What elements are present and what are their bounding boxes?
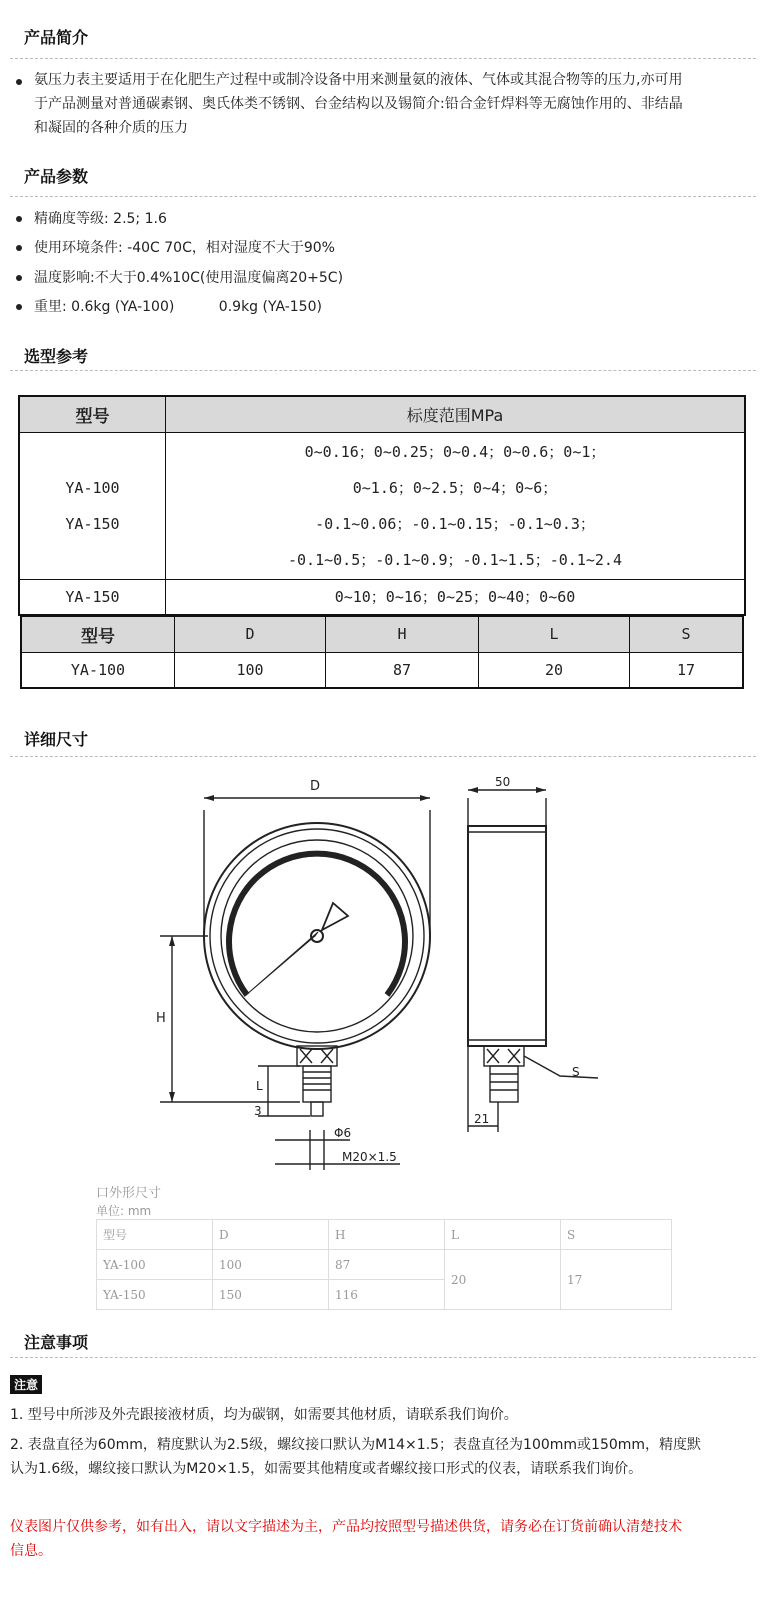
header-range: 标度范围MPa: [166, 396, 746, 432]
range-line: 0~1.6；0~2.5；0~4；0~6；: [352, 478, 558, 497]
bullet: [16, 245, 22, 251]
notes-title: 注意事项: [24, 1333, 89, 1352]
label-thread: M20×1.5: [342, 1150, 397, 1164]
warning-line: 仪表图片仅供参考，如有出入，请以文字描述为主，产品均按照型号描述供货，请务必在订货前确认清楚技术: [10, 1519, 682, 1535]
divider: [10, 58, 756, 59]
header-s: S: [630, 616, 744, 652]
note-1: 1. 型号中所涉及外壳跟接液材质，均为碳钢，如需要其他材质，请联系我们询价。: [10, 1407, 518, 1423]
model-name: YA-150: [65, 514, 120, 533]
dimensions-title: 详细尺寸: [24, 730, 89, 749]
header-h: H: [326, 616, 479, 652]
warning-line: 信息。: [10, 1543, 52, 1559]
note-tag: 注意: [10, 1375, 42, 1394]
cell: 150: [213, 1280, 329, 1310]
range-line: -0.1~0.06；-0.1~0.15；-0.1~0.3；: [315, 514, 595, 533]
intro-line: 和凝固的各种介质的压力: [34, 120, 188, 136]
range-cell: [166, 432, 746, 579]
size-table: [96, 1219, 672, 1310]
cell: 87: [326, 652, 479, 688]
bullet: [16, 216, 22, 222]
model-cell: [19, 432, 166, 579]
header-model: 型号: [97, 1220, 213, 1250]
note-2-cont: 认为1.6级，螺纹接口默认为M20×1.5，如需要其他精度或者螺纹接口形式的仪表，请联系我们询价。: [10, 1461, 643, 1477]
label-21: 21: [474, 1112, 490, 1126]
divider: [10, 756, 756, 757]
divider: [10, 196, 756, 197]
param-temperature: 温度影响:不大于0.4%10C(使用温度偏离20+5C): [34, 270, 344, 286]
cell: 100: [175, 652, 326, 688]
label-h: H: [156, 1011, 166, 1026]
gauge-dimension-drawing: [150, 770, 620, 1180]
intro-line: 于产品测量对普通碳素钢、奥氏体类不锈钢、台金结构以及锡简介:铅合金钎焊料等无腐蚀作用的、非结晶: [34, 96, 683, 112]
header-d: D: [213, 1220, 329, 1250]
divider: [10, 1357, 756, 1358]
cell: 17: [561, 1250, 672, 1310]
divider: [10, 370, 756, 371]
intro-line: 氨压力表主要适用于在化肥生产过程中或制冷设备中用来测量氨的液体、气体或其混合物等的压力,亦可用: [34, 72, 683, 88]
cell: 20: [445, 1250, 561, 1310]
cell: YA-150: [97, 1280, 213, 1310]
param-weight: 重里: 0.6kg (YA-100) 0.9kg (YA-150): [34, 299, 322, 315]
header-model: 型号: [21, 616, 175, 652]
header-model: 型号: [19, 396, 166, 432]
cell: YA-100: [21, 652, 175, 688]
header-s: S: [561, 1220, 672, 1250]
range-line: -0.1~0.5；-0.1~0.9；-0.1~1.5；-0.1~2.4: [288, 550, 622, 569]
cell: 20: [479, 652, 630, 688]
cell: YA-100: [97, 1250, 213, 1280]
cell: 87: [329, 1250, 445, 1280]
table-row: [97, 1250, 672, 1280]
param-environment: 使用环境条件: -40C 70C，相对湿度不大于90%: [34, 240, 335, 256]
table-row: [19, 579, 745, 615]
header-l: L: [479, 616, 630, 652]
note-2: 2. 表盘直径为60mm，精度默认为2.5级，螺纹接口默认为M14×1.5；表盘直径为100mm或150mm，精度默: [10, 1437, 702, 1453]
label-l: L: [256, 1079, 263, 1093]
dim-table: [20, 615, 744, 689]
selection-title: 选型参考: [24, 347, 89, 366]
intro-title: 产品简介: [24, 28, 89, 47]
label-phi6: Φ6: [334, 1126, 352, 1140]
label-d: D: [310, 779, 321, 794]
model-name: YA-100: [65, 478, 120, 497]
params-title: 产品参数: [24, 167, 89, 186]
cell: 17: [630, 652, 744, 688]
cell: 116: [329, 1280, 445, 1310]
intro-text: [34, 68, 774, 140]
header-d: D: [175, 616, 326, 652]
table-row: [21, 652, 743, 688]
dim-caption: 口外形尺寸: [96, 1186, 162, 1201]
label-50: 50: [495, 775, 511, 789]
header-h: H: [329, 1220, 445, 1250]
dim-unit: 单位: mm: [96, 1204, 152, 1218]
bullet: [16, 79, 22, 85]
label-3: 3: [254, 1104, 262, 1118]
param-accuracy: 精确度等级: 2.5; 1.6: [34, 211, 167, 227]
range-line: 0~10；0~16；0~25；0~40；0~60: [166, 579, 746, 615]
model-name: YA-150: [19, 579, 166, 615]
range-table: [18, 395, 746, 616]
bullet: [16, 304, 22, 310]
header-l: L: [445, 1220, 561, 1250]
cell: 100: [213, 1250, 329, 1280]
label-s: S: [572, 1065, 580, 1079]
bullet: [16, 275, 22, 281]
table-row: [19, 432, 745, 579]
range-line: 0~0.16；0~0.25；0~0.4；0~0.6；0~1；: [304, 442, 606, 461]
